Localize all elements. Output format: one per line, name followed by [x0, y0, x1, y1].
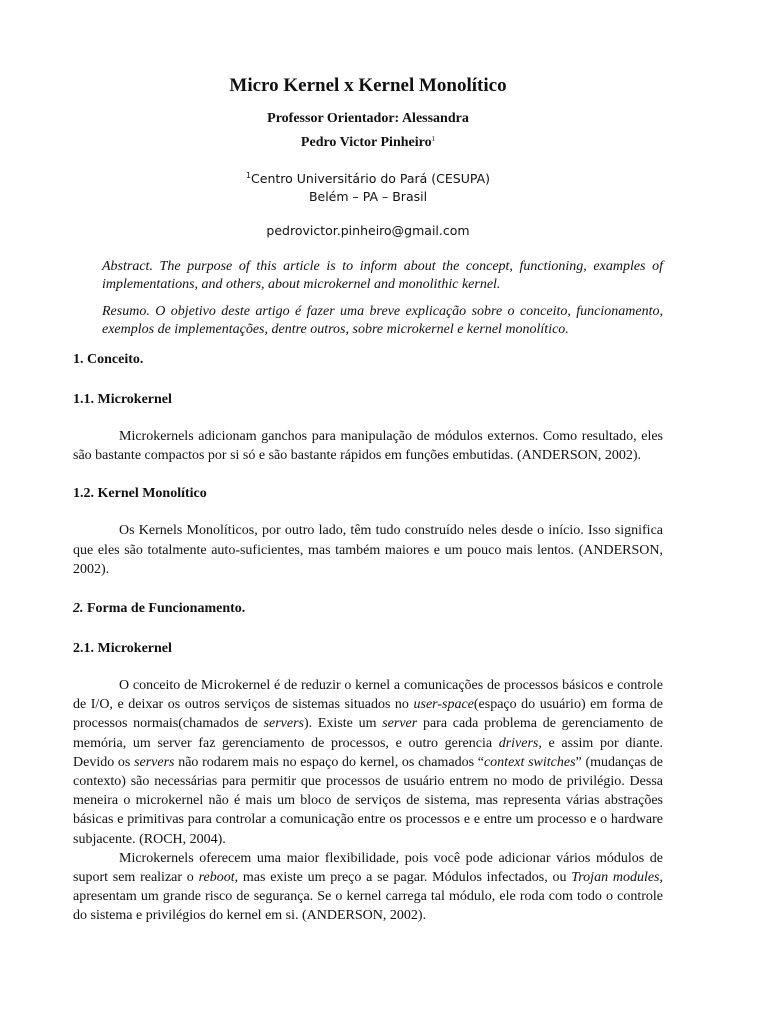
section-1-2-paragraph: Os Kernels Monolíticos, por outro lado, têm tudo construído neles desde o início. Isso significa que eles são totalmente auto-suficientes, mas também maiores e um pouco mais lentos. (ANDERSON, 2002).: [73, 523, 663, 577]
text-run: não rodarem mais no espaço do kernel, os chamados “: [174, 754, 484, 770]
italic-run: user-space: [413, 697, 474, 713]
section-1-1-paragraph: Microkernels adicionam ganchos para manipulação de módulos externos. Como resultado, eles são bastante compactos por si só e são bastante rápidos em funções embutidas. (ANDERSON, 2002).: [73, 429, 663, 464]
advisor-line: Professor Orientador: Alessandra: [267, 111, 469, 126]
section-1-1-body: [73, 427, 663, 465]
italic-run: servers: [134, 754, 175, 770]
text-run: , mas existe um preço a se pagar. Módulos infectados, ou: [234, 870, 572, 886]
text-run: Microkernels oferecem uma maior flexibilidade, pois você pode adicionar vários módulos de suport sem realizar o: [73, 850, 663, 886]
section-1-2-body: [73, 521, 663, 579]
text-run: ” (mudanças de contexto) são necessárias para permitir que processos de usuário entrem no modo de privilégio. Dessa meneira o microkernel não é mais um bloco de serviços de sistema, mas representa várias abstrações básicas e primitivas para controlar a comunicação entre os processos e e entre um processo e o hardware subjacente. (ROCH, 2004).: [73, 754, 663, 847]
author-name: Pedro Victor Pinheiro: [300, 135, 432, 150]
italic-run: Trojan modules: [571, 870, 660, 886]
text-run: para cada problema de gerenciamento de memória, um server faz gerenciamento de processos, e outro gerencia: [73, 716, 663, 751]
text-run: O conceito de Microkernel é de reduzir o kernel a comunicações de processos básicos e controle de I/O, e deixar os outros serviços de sistemas situados no: [73, 678, 663, 713]
authors-block: [73, 109, 663, 153]
section-1-2-heading: 1.2. Kernel Monolítico: [73, 486, 207, 502]
text-run: , apresentam um grande risco de segurança. Se o kernel carrega tal módulo, ele roda com todo o controle do sistema e privilégios do kernel em si. (ANDERSON, 2002).: [73, 870, 663, 924]
paper-title: Micro Kernel x Kernel Monolítico: [229, 75, 507, 96]
section-1-1-heading: 1.1. Microkernel: [73, 392, 172, 407]
italic-run: drivers: [498, 735, 539, 751]
italic-run: context switches: [483, 754, 576, 770]
section-2-1-paragraph-2: [73, 849, 663, 926]
section-2-heading: [73, 599, 663, 619]
author-affil-mark: 1: [431, 135, 436, 143]
italic-run: servers: [263, 716, 304, 732]
author-line: [73, 129, 663, 153]
resumo-text: Resumo. O objetivo deste artigo é fazer uma breve explicação sobre o conceito, funcionamento, exemplos de implementações, dentre outros, sobre microkernel e kernel monolítico.: [102, 304, 663, 337]
abstract-block: [102, 258, 663, 339]
italic-run: server: [382, 716, 418, 732]
affiliation-mark: 1: [245, 171, 252, 180]
paper-page: [73, 73, 663, 926]
text-run: , e assim por diante. Devido os: [73, 735, 663, 770]
text-run: ). Existe um: [304, 716, 383, 732]
italic-run: reboot: [198, 870, 235, 886]
affiliation-institution: Centro Universitário do Pará (CESUPA): [251, 171, 491, 186]
section-2-1-heading: 2.1. Microkernel: [73, 641, 172, 657]
section-1-heading: 1. Conceito.: [73, 352, 144, 367]
text-run: (espaço do usuário) em forma de processos normais(chamados de: [73, 697, 663, 732]
section-2-1-paragraph-1: [73, 676, 663, 849]
section-2-number: 2.: [73, 601, 84, 617]
section-2-title: Forma de Funcionamento.: [87, 601, 246, 617]
author-email: pedrovictor.pinheiro@gmail.com: [266, 223, 470, 238]
affiliation-block: [73, 167, 663, 206]
abstract-text: Abstract. The purpose of this article is to inform about the concept, functioning, examples of implementations, and others, about microkernel and monolithic kernel.: [102, 259, 663, 292]
affiliation-institution-line: [73, 167, 663, 188]
affiliation-location: Belém – PA – Brasil: [308, 189, 428, 204]
section-2-1-body: [73, 676, 663, 926]
